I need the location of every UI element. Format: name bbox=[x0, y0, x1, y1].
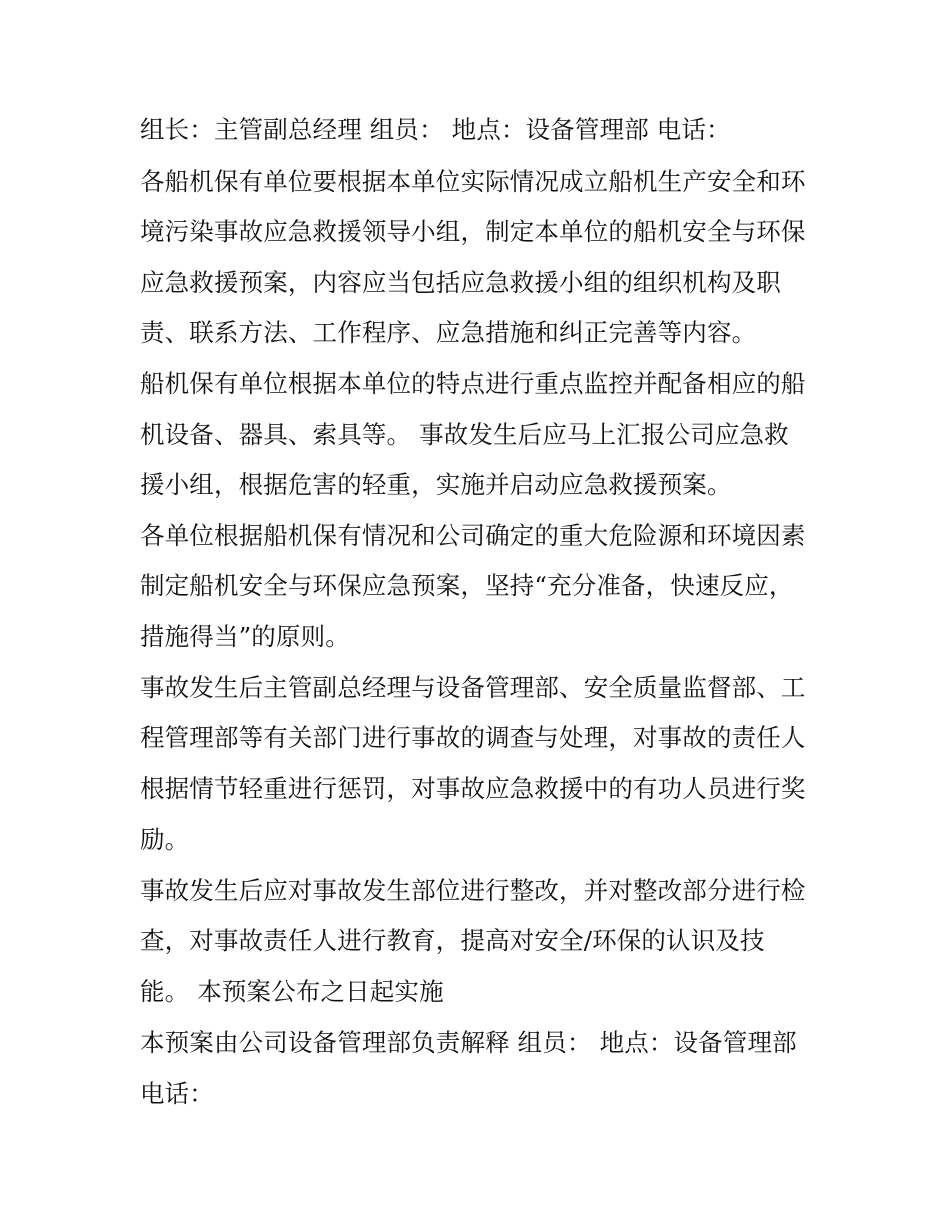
text-line-6: 船机保有单位根据本单位的特点进行重点监控并配备相应的船 bbox=[140, 369, 806, 398]
text-line-8: 援小组，根据危害的轻重，实施并启动应急救援预案。 bbox=[140, 470, 732, 499]
text-line-19: 本预案由公司设备管理部负责解释 组员： 地点：设备管理部 bbox=[140, 1028, 797, 1057]
text-line-4: 应急救援预案，内容应当包括应急救援小组的组织机构及职 bbox=[140, 268, 781, 297]
text-line-18: 能。 本预案公布之日起实施 bbox=[140, 977, 444, 1006]
text-line-13: 程管理部等有关部门进行事故的调查与处理，对事故的责任人 bbox=[140, 723, 806, 752]
text-line-10: 制定船机安全与环保应急预案，坚持“充分准备，快速反应， bbox=[140, 571, 794, 600]
text-line-16: 事故发生后应对事故发生部位进行整改，并对整改部分进行检 bbox=[140, 876, 806, 905]
text-line-5: 责、联系方法、工作程序、应急措施和纠正完善等内容。 bbox=[140, 318, 757, 347]
text-line-7: 机设备、器具、索具等。 事故发生后应马上汇报公司应急救 bbox=[140, 420, 789, 449]
text-line-15: 励。 bbox=[140, 825, 190, 854]
text-line-17: 查，对事故责任人进行教育，提高对安全/环保的认识及技 bbox=[140, 926, 765, 955]
text-line-11: 措施得当”的原则。 bbox=[140, 622, 350, 651]
text-line-9: 各单位根据船机保有情况和公司确定的重大危险源和环境因素 bbox=[140, 521, 806, 550]
text-line-1: 组长：主管副总经理 组员： 地点：设备管理部 电话： bbox=[140, 115, 731, 144]
text-line-2: 各船机保有单位要根据本单位实际情况成立船机生产安全和环 bbox=[140, 167, 806, 196]
text-line-12: 事故发生后主管副总经理与设备管理部、安全质量监督部、工 bbox=[140, 673, 806, 702]
text-line-3: 境污染事故应急救援领导小组，制定本单位的船机安全与环保 bbox=[140, 217, 806, 246]
text-line-14: 根据情节轻重进行惩罚，对事故应急救援中的有功人员进行奖 bbox=[140, 774, 806, 803]
text-line-20: 电话： bbox=[140, 1079, 214, 1108]
